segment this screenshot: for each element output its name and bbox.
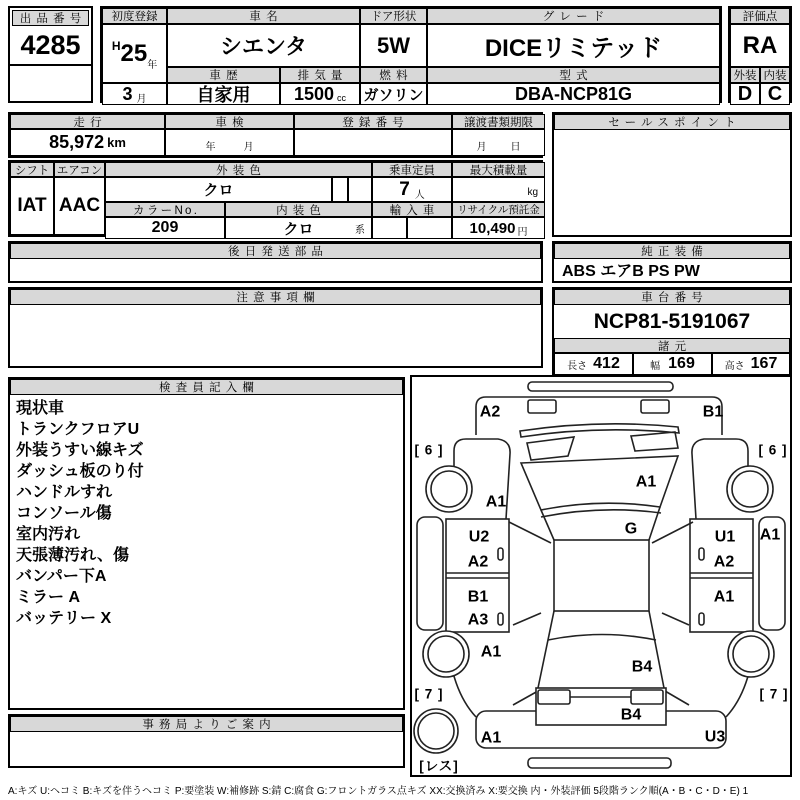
- car-damage-diagram: [412, 377, 790, 775]
- specs-header: 諸元: [554, 338, 790, 353]
- damage-code-label: A1: [635, 473, 657, 491]
- chassis-box: [552, 287, 792, 375]
- transfer-deadline-cell: [452, 129, 545, 156]
- genuine-equipment-box: [552, 241, 792, 283]
- damage-code-label: U3: [704, 728, 726, 746]
- capacity-unit: 人: [414, 190, 425, 201]
- damage-code-label: A1: [480, 729, 502, 747]
- inspector-note-line: バンパー下A: [16, 568, 107, 585]
- inspector-note-line: 室内汚れ: [16, 526, 81, 543]
- damage-code-label: [ 7 ]: [414, 686, 444, 702]
- grade-header: グレード: [427, 8, 720, 24]
- recycle-header: リサイクル預託金: [452, 202, 545, 217]
- history-value: 自家用: [167, 83, 280, 105]
- capacity-value: 7: [399, 178, 410, 200]
- wiper-right: [631, 432, 678, 451]
- max-load-header: 最大積載量: [452, 162, 545, 177]
- score-box: [728, 6, 792, 103]
- transfer-month-unit: 月: [476, 142, 487, 153]
- damage-code-label: U2: [468, 528, 490, 546]
- damage-code-label: B1: [467, 588, 489, 606]
- length-label: 長さ: [567, 360, 588, 372]
- door-handle: [498, 613, 503, 625]
- damage-code-label: [レス]: [419, 758, 459, 774]
- interior-color-cell: [225, 217, 372, 239]
- color-no-header: カラーNo.: [105, 202, 225, 217]
- era-letter: H: [111, 38, 121, 53]
- front-bumper-bar: [528, 382, 673, 391]
- fuel-header: 燃料: [360, 67, 427, 83]
- damage-code-label: A2: [479, 403, 501, 421]
- office-info-box: [8, 714, 405, 768]
- interior-color-suffix: 系: [355, 224, 365, 236]
- capacity-cell: [372, 177, 452, 202]
- chassis-number-value: NCP81-5191067: [593, 309, 751, 333]
- damage-code-label: [ 7 ]: [759, 686, 789, 702]
- recycle-cell: [452, 217, 545, 239]
- damage-code-label: B4: [620, 706, 642, 724]
- capacity-header: 乗車定員: [372, 162, 452, 177]
- inspector-note-line: コンソール傷: [16, 505, 112, 522]
- inspection-month-unit: 月: [243, 142, 254, 153]
- door-handle: [699, 548, 704, 560]
- displacement-header: 排気量: [280, 67, 360, 83]
- recycle-fee-value: 10,490: [469, 219, 516, 237]
- caution-box: [8, 287, 543, 368]
- damage-code-label: U1: [714, 528, 736, 546]
- displacement-unit: cc: [337, 93, 347, 103]
- transfer-day-unit: 日: [510, 142, 521, 153]
- inspector-notes-header: 検査員記入欄: [10, 379, 403, 395]
- damage-code-label: A1: [759, 526, 781, 544]
- first-registration-header: 初度登録: [102, 8, 167, 24]
- cowl-band: [520, 424, 679, 437]
- inspector-notes-list: [16, 398, 399, 706]
- width-label: 幅: [650, 360, 661, 372]
- interior-color-value: クロ: [283, 220, 314, 238]
- taillight-left: [538, 690, 570, 704]
- first-registration-year: 25: [120, 39, 148, 67]
- inspection-header: 車検: [165, 114, 294, 129]
- height-value: 167: [750, 355, 778, 372]
- interior-color-header: 内装色: [225, 202, 372, 217]
- later-parts-box: [8, 241, 543, 283]
- exterior-color-header: 外装色: [105, 162, 372, 177]
- later-parts-header: 後日発送部品: [10, 243, 541, 259]
- inspector-note-line: 天張薄汚れ、傷: [16, 547, 129, 564]
- inspector-note-line: ミラー A: [16, 589, 81, 606]
- first-registration-month: 3: [122, 83, 133, 104]
- mileage-header: 走行: [10, 114, 165, 129]
- inspector-note-line: 現状車: [16, 400, 65, 417]
- height-label: 高さ: [724, 360, 745, 372]
- lot-number-header: 出品番号: [12, 10, 89, 26]
- max-load-unit: kg: [527, 187, 538, 198]
- import-header: 輸入車: [372, 202, 452, 217]
- car-diagram-box: [410, 375, 792, 777]
- transfer-deadline-header: 譲渡書類期限: [452, 114, 545, 129]
- wiper-left: [527, 437, 574, 460]
- exterior-color-extra-cell: [332, 177, 348, 202]
- exterior-color-value: クロ: [105, 177, 332, 202]
- mileage-value: 85,972: [49, 132, 105, 152]
- damage-code-label: G: [624, 520, 638, 538]
- model-code-header: 型式: [427, 67, 720, 83]
- height-cell: [712, 353, 790, 375]
- damage-code-label: A2: [713, 553, 735, 571]
- inspection-cell: [165, 129, 294, 156]
- rear-seat-line: [548, 635, 656, 641]
- displacement-value: 1500: [293, 83, 335, 104]
- headlight-right: [641, 400, 669, 413]
- year-unit: 年: [147, 60, 158, 71]
- inspector-notes-box: [8, 377, 405, 710]
- import-cell-b: [407, 217, 452, 239]
- inspection-year-unit: 年: [205, 142, 216, 153]
- score-value: RA: [730, 24, 790, 67]
- import-cell-a: [372, 217, 407, 239]
- car-name-value: シエンタ: [167, 24, 360, 67]
- inspector-note-line: 外装うすい線キズ: [16, 442, 144, 459]
- max-load-cell: [452, 177, 545, 202]
- fuel-value: ガソリン: [360, 83, 427, 105]
- exterior-header: 外装: [730, 67, 760, 83]
- shift-header: シフト: [10, 162, 54, 177]
- month-unit: 月: [136, 93, 147, 105]
- sales-point-box: [552, 112, 792, 237]
- damage-code-label: A1: [713, 588, 735, 606]
- door-shape-header: ドア形状: [360, 8, 427, 24]
- legend-text: A:キズ U:ヘコミ B:キズを伴うヘコミ P:要塗装 W:補修跡 S:錆 C:腐食 G:フロントガラス点キズ XX:交換済み X:要交換 内・外装評価 5段階ランク順(A・B・C・D・E) 1: [8, 786, 749, 797]
- damage-code-label: [ 6 ]: [758, 442, 788, 458]
- vehicle-info-table: [100, 6, 722, 103]
- aircon-value: AAC: [54, 177, 105, 235]
- color-no-value: 209: [105, 217, 225, 239]
- interior-header: 内装: [760, 67, 790, 83]
- damage-code-label: A3: [467, 611, 489, 629]
- length-cell: [554, 353, 633, 375]
- registration-number-cell: [294, 129, 452, 156]
- length-value: 412: [593, 355, 620, 372]
- office-info-header: 事務局よりご案内: [10, 716, 403, 732]
- width-value: 169: [668, 355, 695, 372]
- cabin-floor: [554, 540, 649, 611]
- inspector-note-line: ダッシュ板のり付: [16, 463, 144, 480]
- shift-value: IAT: [10, 177, 54, 235]
- damage-code-label: [ 6 ]: [414, 442, 444, 458]
- door-handle: [498, 548, 503, 560]
- lot-number-value: 4285: [10, 26, 91, 66]
- rocker-left: [417, 517, 443, 630]
- interior-grade-value: C: [760, 83, 790, 105]
- damage-code-label: B4: [631, 658, 653, 676]
- displacement-cell: [280, 83, 360, 105]
- genuine-equipment-value: ABS エアB PS PW: [562, 263, 700, 280]
- car-name-header: 車名: [167, 8, 360, 24]
- genuine-equipment-header: 純正装備: [554, 243, 790, 259]
- sales-point-header: セールスポイント: [554, 114, 790, 130]
- inspector-note-line: ハンドルすれ: [16, 484, 113, 501]
- car-body-outline: [417, 382, 788, 717]
- recycle-unit: 円: [517, 226, 528, 238]
- damage-code-label: A1: [480, 643, 502, 661]
- mileage-unit: km: [107, 135, 126, 150]
- rear-bumper-bar: [528, 758, 671, 768]
- score-header: 評価点: [730, 8, 790, 24]
- width-cell: [633, 353, 712, 375]
- chassis-number-header: 車台番号: [554, 289, 790, 305]
- first-registration-month-cell: [102, 83, 167, 105]
- history-header: 車歴: [167, 67, 280, 83]
- shift-color-block: [8, 160, 543, 237]
- inspector-note-line: トランクフロアU: [16, 421, 140, 438]
- caution-header: 注意事項欄: [10, 289, 541, 305]
- lot-number-box: [8, 6, 93, 103]
- exterior-grade-value: D: [730, 83, 760, 105]
- taillight-right: [631, 690, 663, 704]
- inspector-note-line: バッテリー X: [16, 610, 112, 627]
- dash-line: [541, 510, 661, 517]
- damage-code-label: A1: [485, 493, 507, 511]
- exterior-color-extra-cell2: [348, 177, 372, 202]
- damage-code-label: A2: [467, 553, 489, 571]
- door-shape-value: 5W: [360, 24, 427, 67]
- damage-code-label: B1: [702, 403, 724, 421]
- first-registration-year-cell: [102, 24, 167, 83]
- aircon-header: エアコン: [54, 162, 105, 177]
- mileage-row: [8, 112, 543, 158]
- mileage-cell: [10, 129, 165, 156]
- headlight-left: [528, 400, 556, 413]
- registration-number-header: 登録番号: [294, 114, 452, 129]
- door-handle: [699, 613, 704, 625]
- grade-value: DICEリミテッド: [427, 24, 720, 67]
- model-code-value: DBA-NCP81G: [427, 83, 720, 105]
